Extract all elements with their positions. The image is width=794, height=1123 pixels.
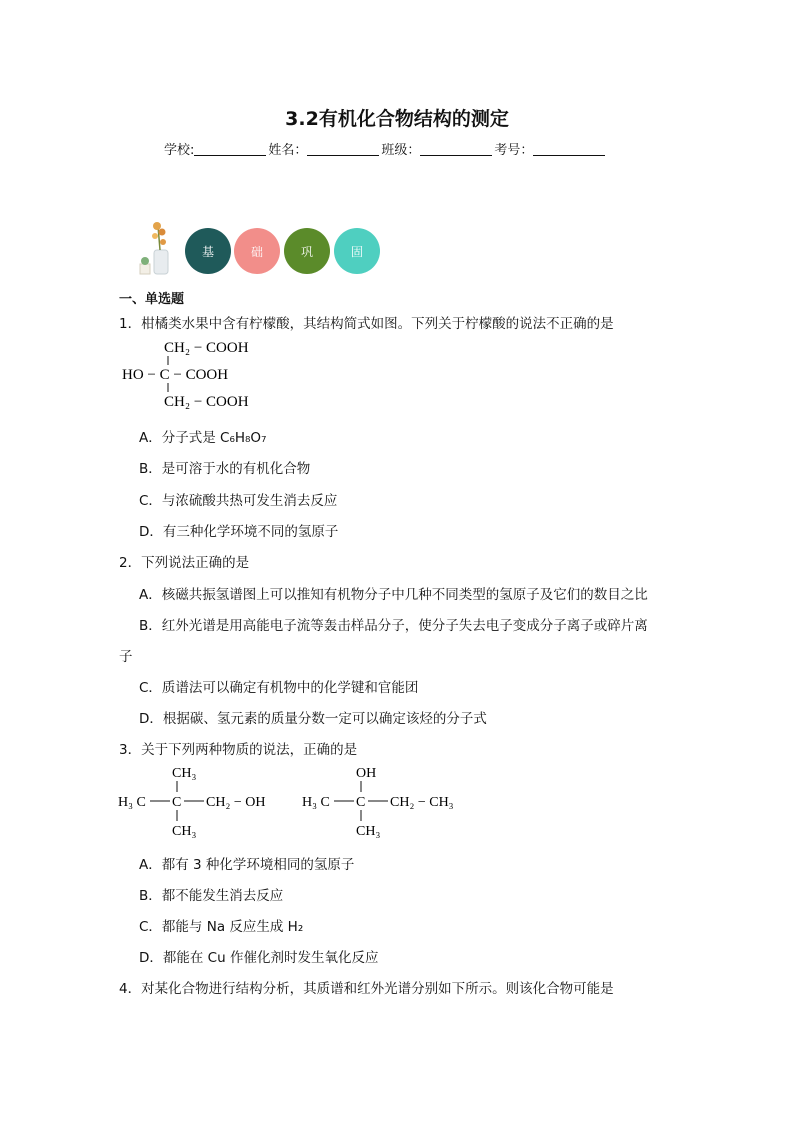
svg-text:C: C bbox=[172, 795, 182, 810]
q1-option-a[interactable]: A．分子式是 C₆H₈O₇ bbox=[139, 430, 267, 446]
citric-top: CH₂ − COOH bbox=[164, 340, 249, 356]
question-1-stem: 1．柑橘类水果中含有柠檬酸，其结构简式如图。下列关于柠檬酸的说法不正确的是 bbox=[119, 316, 614, 332]
exam-no-blank[interactable] bbox=[533, 143, 605, 156]
banner-circle-4: 固 bbox=[334, 228, 380, 274]
student-info-line bbox=[164, 139, 607, 158]
q1-option-b[interactable]: B．是可溶于水的有机化合物 bbox=[139, 461, 311, 477]
mol2-top: OH bbox=[356, 766, 377, 781]
section-heading: 一、单选题 bbox=[119, 292, 185, 307]
mol1-right: CH₂ − OH bbox=[206, 795, 266, 810]
banner-circle-2: 础 bbox=[234, 228, 280, 274]
q2-option-c[interactable]: C．质谱法可以确定有机物中的化学键和官能团 bbox=[139, 680, 419, 696]
mol2-bottom: CH₃ bbox=[356, 824, 381, 839]
citric-bottom: CH₂ − COOH bbox=[164, 394, 249, 410]
q2-option-a[interactable]: A．核磁共振氢谱图上可以推知有机物分子中几种不同类型的氢原子及它们的数目之比 bbox=[139, 587, 648, 603]
question-3-stem: 3．关于下列两种物质的说法，正确的是 bbox=[119, 742, 358, 758]
banner-circle-1: 基 bbox=[185, 228, 231, 274]
mol1-left: H₃ C bbox=[118, 795, 146, 810]
school-label: 学校: bbox=[164, 143, 195, 158]
banner-circle-3: 巩 bbox=[284, 228, 330, 274]
q3-option-b[interactable]: B．都不能发生消去反应 bbox=[139, 888, 284, 904]
svg-text:C: C bbox=[356, 795, 366, 810]
citric-middle: HO − C − COOH bbox=[122, 367, 229, 383]
potted-plant-icon bbox=[136, 218, 176, 278]
class-blank[interactable] bbox=[420, 143, 492, 156]
name-blank[interactable] bbox=[307, 143, 379, 156]
mol2-right: CH₂ − CH₃ bbox=[390, 795, 454, 810]
question-4-stem: 4．对某化合物进行结构分析，其质谱和红外光谱分别如下所示。则该化合物可能是 bbox=[119, 981, 614, 997]
mol1-bottom: CH₃ bbox=[172, 824, 197, 839]
school-blank[interactable] bbox=[194, 143, 266, 156]
question-2-stem: 2．下列说法正确的是 bbox=[119, 555, 250, 571]
mol1-top: CH₃ bbox=[172, 766, 197, 781]
name-label: 姓名： bbox=[268, 143, 308, 158]
q3-option-d[interactable]: D．都能在 Cu 作催化剂时发生氧化反应 bbox=[139, 950, 379, 966]
two-alcohol-structures bbox=[118, 760, 478, 842]
q2-option-b[interactable]: B．红外光谱是用高能电子流等轰击样品分子，使分子失去电子变成分子离子或碎片离 bbox=[139, 618, 648, 634]
q1-option-c[interactable]: C．与浓硫酸共热可发生消去反应 bbox=[139, 493, 338, 509]
class-label: 班级： bbox=[381, 143, 421, 158]
page-title: 3.2有机化合物结构的测定 bbox=[285, 108, 509, 130]
q3-option-a[interactable]: A．都有 3 种化学环境相同的氢原子 bbox=[139, 857, 355, 873]
citric-acid-structure bbox=[118, 334, 318, 414]
q2-option-d[interactable]: D．根据碳、氢元素的质量分数一定可以确定该烃的分子式 bbox=[139, 711, 487, 727]
q1-option-d[interactable]: D．有三种化学环境不同的氢原子 bbox=[139, 524, 339, 540]
q2-option-b-continued: 子 bbox=[119, 649, 133, 665]
exam-no-label: 考号： bbox=[494, 143, 534, 158]
mol2-left: H₃ C bbox=[302, 795, 330, 810]
q3-option-c[interactable]: C．都能与 Na 反应生成 H₂ bbox=[139, 919, 304, 935]
